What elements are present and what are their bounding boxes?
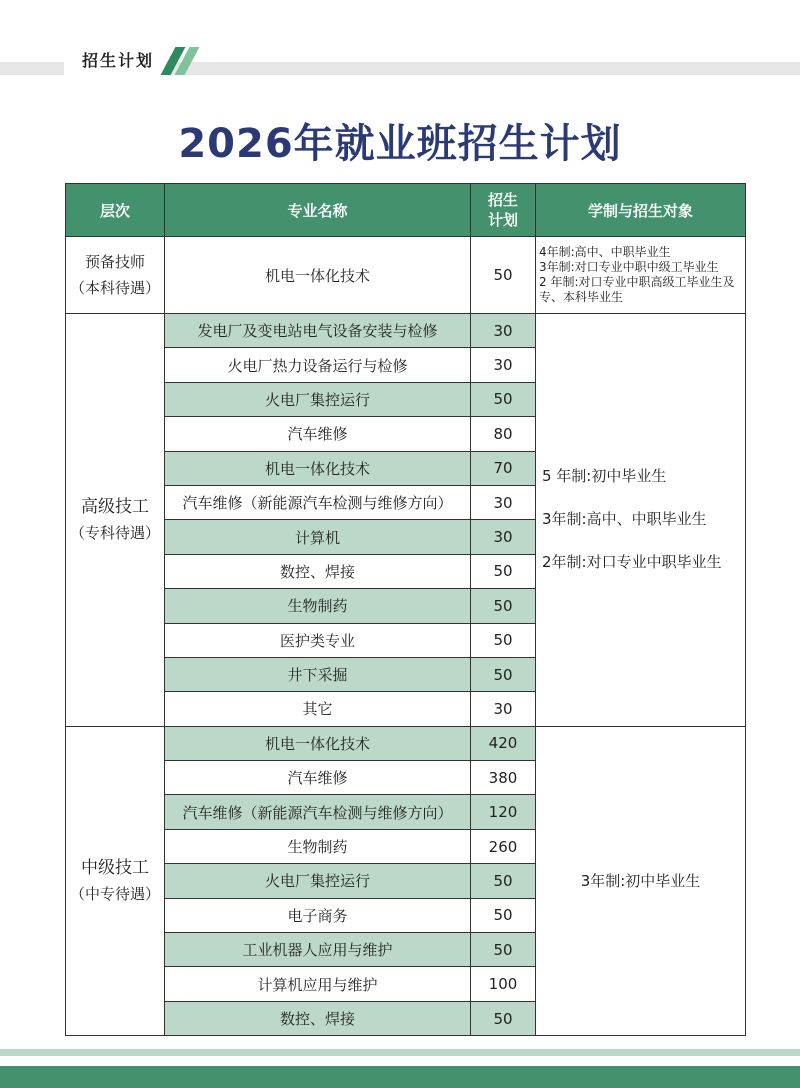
major-cell: 火电厂集控运行 <box>165 864 471 898</box>
col-header-plan-text: 招生 计划 <box>487 191 518 229</box>
major-cell: 生物制药 <box>165 829 471 863</box>
major-cell: 计算机 <box>165 520 471 554</box>
target-cell-intermediate: 3年制:初中毕业生 <box>536 726 746 1036</box>
target-line: 5 年制:初中毕业生 <box>542 467 667 486</box>
level-name: 中级技工 <box>81 857 149 878</box>
table-row <box>66 726 746 760</box>
plan-cell: 50 <box>471 864 536 898</box>
major-cell: 井下采掘 <box>165 657 471 691</box>
plan-cell: 50 <box>471 382 536 416</box>
plan-cell: 100 <box>471 967 536 1001</box>
major-cell: 数控、焊接 <box>165 554 471 588</box>
bottom-band-dark <box>0 1066 800 1088</box>
plan-cell: 50 <box>471 933 536 967</box>
target-line: 4年制:高中、中职毕业生 <box>539 245 671 259</box>
plan-cell: 50 <box>471 1001 536 1035</box>
major-cell: 火电厂热力设备运行与检修 <box>165 348 471 382</box>
major-cell: 机电一体化技术 <box>165 726 471 760</box>
major-cell: 数控、焊接 <box>165 1001 471 1035</box>
major-cell: 火电厂集控运行 <box>165 382 471 416</box>
level-treatment: （本科待遇） <box>69 279 160 297</box>
major-cell: 发电厂及变电站电气设备安装与检修 <box>165 314 471 348</box>
plan-cell: 30 <box>471 348 536 382</box>
plan-cell: 50 <box>471 657 536 691</box>
plan-cell: 120 <box>471 795 536 829</box>
major-cell: 汽车维修 <box>165 417 471 451</box>
major-cell: 计算机应用与维护 <box>165 967 471 1001</box>
bottom-band-light <box>0 1049 800 1056</box>
table-row <box>66 237 746 314</box>
level-treatment: （专科待遇） <box>69 523 160 542</box>
plan-cell: 50 <box>471 237 536 314</box>
major-cell: 机电一体化技术 <box>165 237 471 314</box>
target-cell-senior <box>536 314 746 727</box>
col-header-plan <box>471 184 536 237</box>
plan-cell: 380 <box>471 761 536 795</box>
table-row <box>66 314 746 348</box>
level-cell-senior <box>66 314 165 727</box>
target-line: 2 年制:对口专业中职高级工毕业生及专、本科毕业生 <box>539 275 735 304</box>
plan-cell: 80 <box>471 417 536 451</box>
target-cell-preliminary <box>536 237 746 314</box>
plan-cell: 50 <box>471 623 536 657</box>
enrollment-table <box>65 183 746 1036</box>
plan-cell: 50 <box>471 589 536 623</box>
major-cell: 工业机器人应用与维护 <box>165 933 471 967</box>
plan-cell: 50 <box>471 554 536 588</box>
table-header-row <box>66 184 746 237</box>
target-line: 2年制:对口专业中职毕业生 <box>542 553 722 572</box>
plan-cell: 260 <box>471 829 536 863</box>
level-name: 高级技工 <box>81 496 149 517</box>
col-header-major: 专业名称 <box>165 184 471 237</box>
plan-cell: 420 <box>471 726 536 760</box>
level-treatment: （中专待遇） <box>69 884 160 903</box>
section-label: 招生计划 <box>64 47 166 75</box>
major-cell: 汽车维修（新能源汽车检测与维修方向） <box>165 795 471 829</box>
plan-cell: 30 <box>471 314 536 348</box>
level-name: 预备技师 <box>84 253 145 271</box>
plan-cell: 50 <box>471 898 536 932</box>
section-tab <box>64 47 192 75</box>
col-header-target: 学制与招生对象 <box>536 184 746 237</box>
col-header-level: 层次 <box>66 184 165 237</box>
major-cell: 其它 <box>165 692 471 726</box>
major-cell: 汽车维修 <box>165 761 471 795</box>
plan-cell: 30 <box>471 520 536 554</box>
target-line: 3年制:对口专业中职中级工毕业生 <box>539 260 719 274</box>
level-cell-intermediate <box>66 726 165 1036</box>
plan-cell: 30 <box>471 485 536 519</box>
level-cell-preliminary <box>66 237 165 314</box>
target-line: 3年制:高中、中职毕业生 <box>542 510 707 529</box>
major-cell: 机电一体化技术 <box>165 451 471 485</box>
page-title: 2026年就业班招生计划 <box>178 121 622 167</box>
major-cell: 生物制药 <box>165 589 471 623</box>
major-cell: 电子商务 <box>165 898 471 932</box>
plan-cell: 70 <box>471 451 536 485</box>
plan-cell: 30 <box>471 692 536 726</box>
major-cell: 汽车维修（新能源汽车检测与维修方向） <box>165 485 471 519</box>
major-cell: 医护类专业 <box>165 623 471 657</box>
